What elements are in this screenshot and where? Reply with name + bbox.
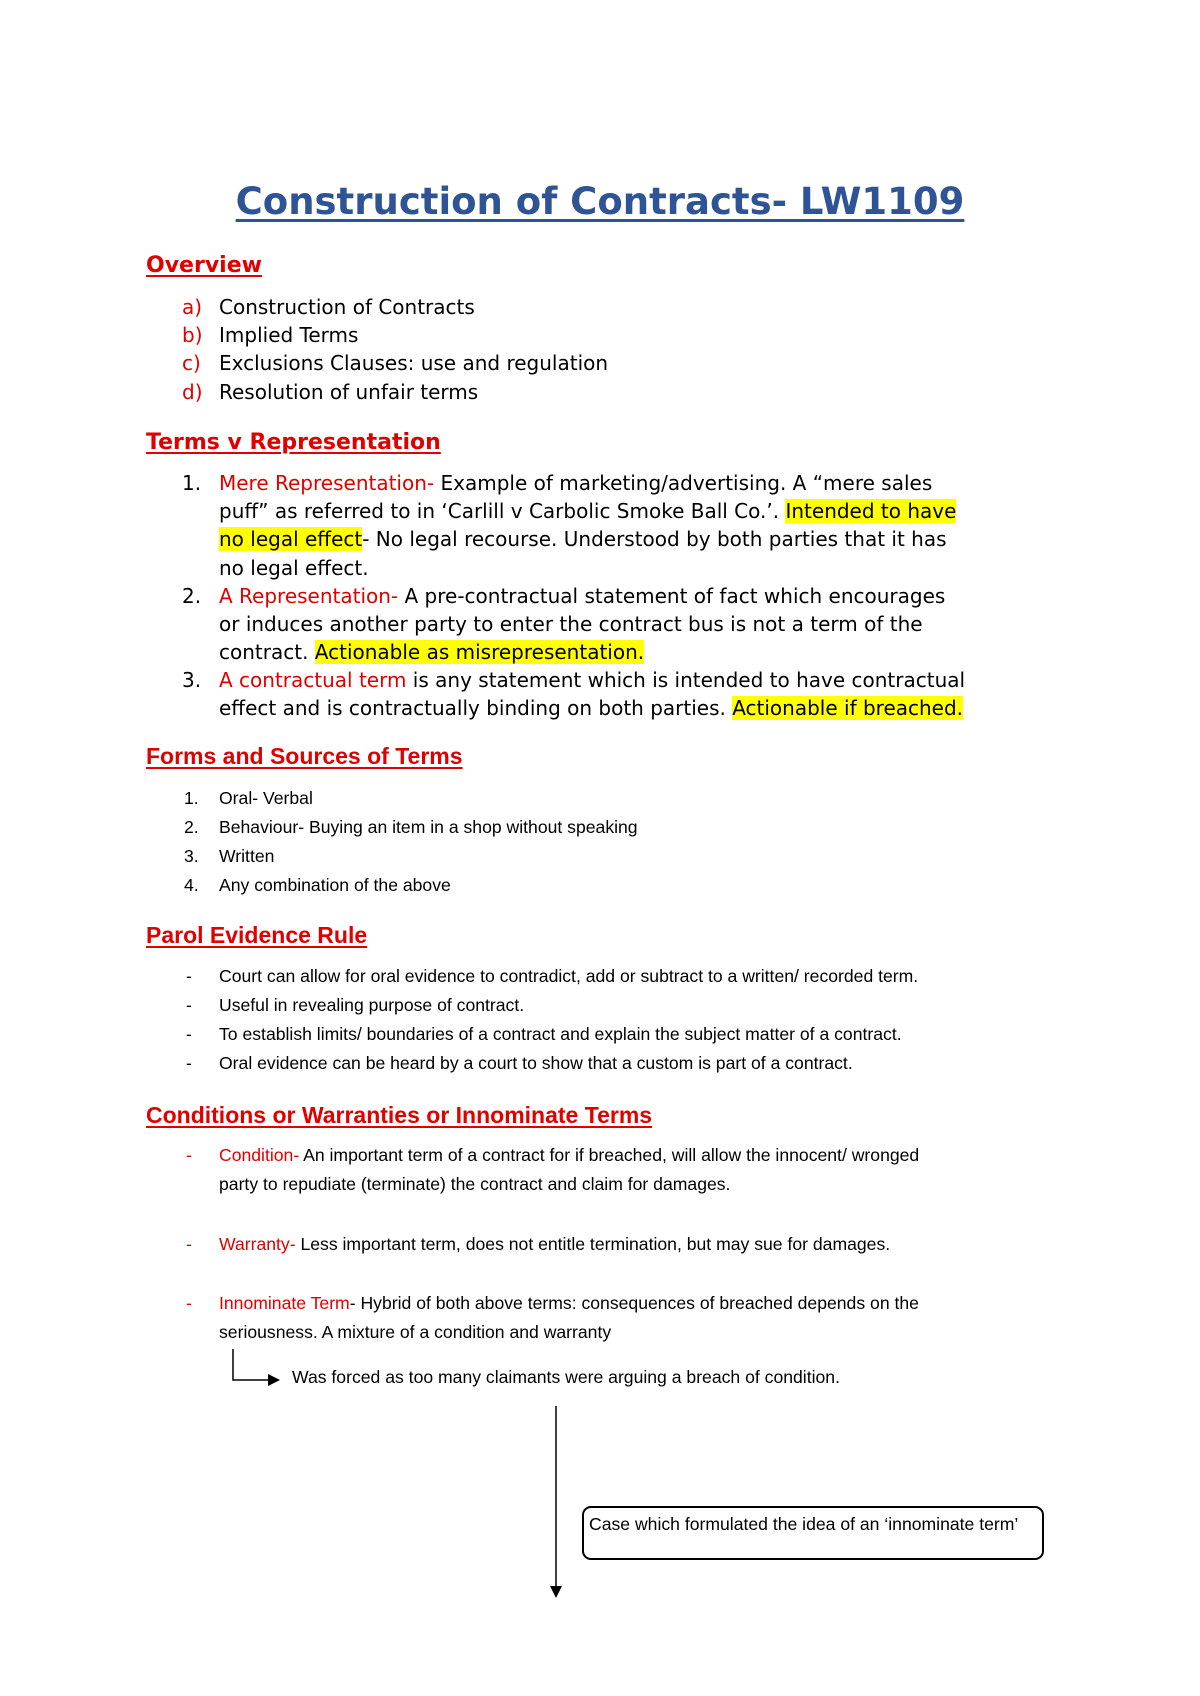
list-marker: 2. xyxy=(182,584,202,608)
list-marker: c) xyxy=(182,351,201,375)
page-title: Construction of Contracts- LW1109 xyxy=(235,180,965,223)
term-label: A Representation- xyxy=(219,584,399,608)
list-item-text: To establish limits/ boundaries of a contract and explain the subject matter of a contract. xyxy=(219,1024,902,1044)
list-item-text: A pre-contractual statement of fact which encourages xyxy=(398,584,946,608)
list-item-text: or induces another party to enter the contract bus is not a term of the xyxy=(219,612,923,636)
list-item-text: puff” as referred to in ‘Carlill v Carbolic Smoke Ball Co.’. xyxy=(219,499,786,523)
list-marker: d) xyxy=(182,380,203,404)
term-label: Innominate Term xyxy=(219,1293,350,1313)
list-item-text: Oral evidence can be heard by a court to show that a custom is part of a contract. xyxy=(219,1053,853,1073)
case-note-text: Case which formulated the idea of an ‘innominate term’ xyxy=(589,1514,1019,1534)
list-item-text: Court can allow for oral evidence to contradict, add or subtract to a written/ recorded term. xyxy=(219,966,919,986)
list-item-text: Useful in revealing purpose of contract. xyxy=(219,995,525,1015)
list-item-text: contract. xyxy=(219,640,315,664)
list-item-text: - No legal recourse. Understood by both parties that it has xyxy=(362,527,947,551)
case-note-box xyxy=(582,1506,1044,1560)
list-marker: 1. xyxy=(182,471,202,495)
forms-sources-heading: Forms and Sources of Terms xyxy=(146,743,463,769)
list-item-text: Example of marketing/advertising. A “mere sales xyxy=(434,471,933,495)
list-item-text: effect and is contractually binding on both parties. xyxy=(219,696,733,720)
list-marker: - xyxy=(186,966,192,986)
list-marker: - xyxy=(186,1024,192,1044)
list-item-text: - Hybrid of both above terms: consequences of breached depends on the xyxy=(349,1293,919,1313)
list-marker: a) xyxy=(182,295,203,319)
term-label: Mere Representation- xyxy=(219,471,435,495)
list-marker: b) xyxy=(182,323,203,347)
arrowhead-right-icon xyxy=(268,1374,280,1386)
list-item-text: no legal effect. xyxy=(219,556,369,580)
highlighted-text: no legal effect xyxy=(219,527,363,551)
list-marker: - xyxy=(186,1145,192,1165)
highlighted-text: Actionable if breached. xyxy=(732,696,964,720)
list-item-continuation: party to repudiate (terminate) the contract and claim for damages. xyxy=(219,1174,731,1194)
list-marker: 3. xyxy=(182,668,202,692)
list-item-text: Behaviour- Buying an item in a shop without speaking xyxy=(219,817,638,837)
list-item-text: Exclusions Clauses: use and regulation xyxy=(219,351,609,375)
overview-heading: Overview xyxy=(146,253,262,278)
arrowhead-down-icon xyxy=(550,1586,562,1598)
highlighted-text: Intended to have xyxy=(785,499,957,523)
list-item-continuation: seriousness. A mixture of a condition and warranty xyxy=(219,1322,612,1342)
list-marker: - xyxy=(186,995,192,1015)
list-marker: 2. xyxy=(184,817,199,837)
conditions-warranties-heading: Conditions or Warranties or Innominate Terms xyxy=(146,1102,653,1128)
highlighted-text: Actionable as misrepresentation. xyxy=(314,640,645,664)
list-item-text: Less important term, does not entitle termination, but may sue for damages. xyxy=(295,1234,891,1254)
term-label: Warranty- xyxy=(219,1234,296,1254)
term-label: A contractual term xyxy=(219,668,407,692)
list-item-text: An important term of a contract for if breached, will allow the innocent/ wronged xyxy=(299,1145,920,1165)
list-marker: - xyxy=(186,1293,192,1313)
list-item-text: Implied Terms xyxy=(219,323,359,347)
list-marker: 3. xyxy=(184,846,199,866)
list-marker: - xyxy=(186,1234,192,1254)
list-marker: 4. xyxy=(184,875,199,895)
term-label: Condition- xyxy=(219,1145,300,1165)
list-item-text: Construction of Contracts xyxy=(219,295,475,319)
list-item-text: Resolution of unfair terms xyxy=(219,380,479,404)
list-item-text: is any statement which is intended to have contractual xyxy=(406,668,966,692)
elbow-connector-line xyxy=(233,1349,268,1380)
list-marker: 1. xyxy=(184,788,199,808)
list-item-text: Oral- Verbal xyxy=(219,788,313,808)
parol-evidence-heading: Parol Evidence Rule xyxy=(146,922,368,948)
list-marker: - xyxy=(186,1053,192,1073)
terms-v-representation-heading: Terms v Representation xyxy=(146,430,441,455)
arrow-note: Was forced as too many claimants were arguing a breach of condition. xyxy=(292,1367,840,1387)
list-item-text: Written xyxy=(219,846,275,866)
list-item-text: Any combination of the above xyxy=(219,875,451,895)
